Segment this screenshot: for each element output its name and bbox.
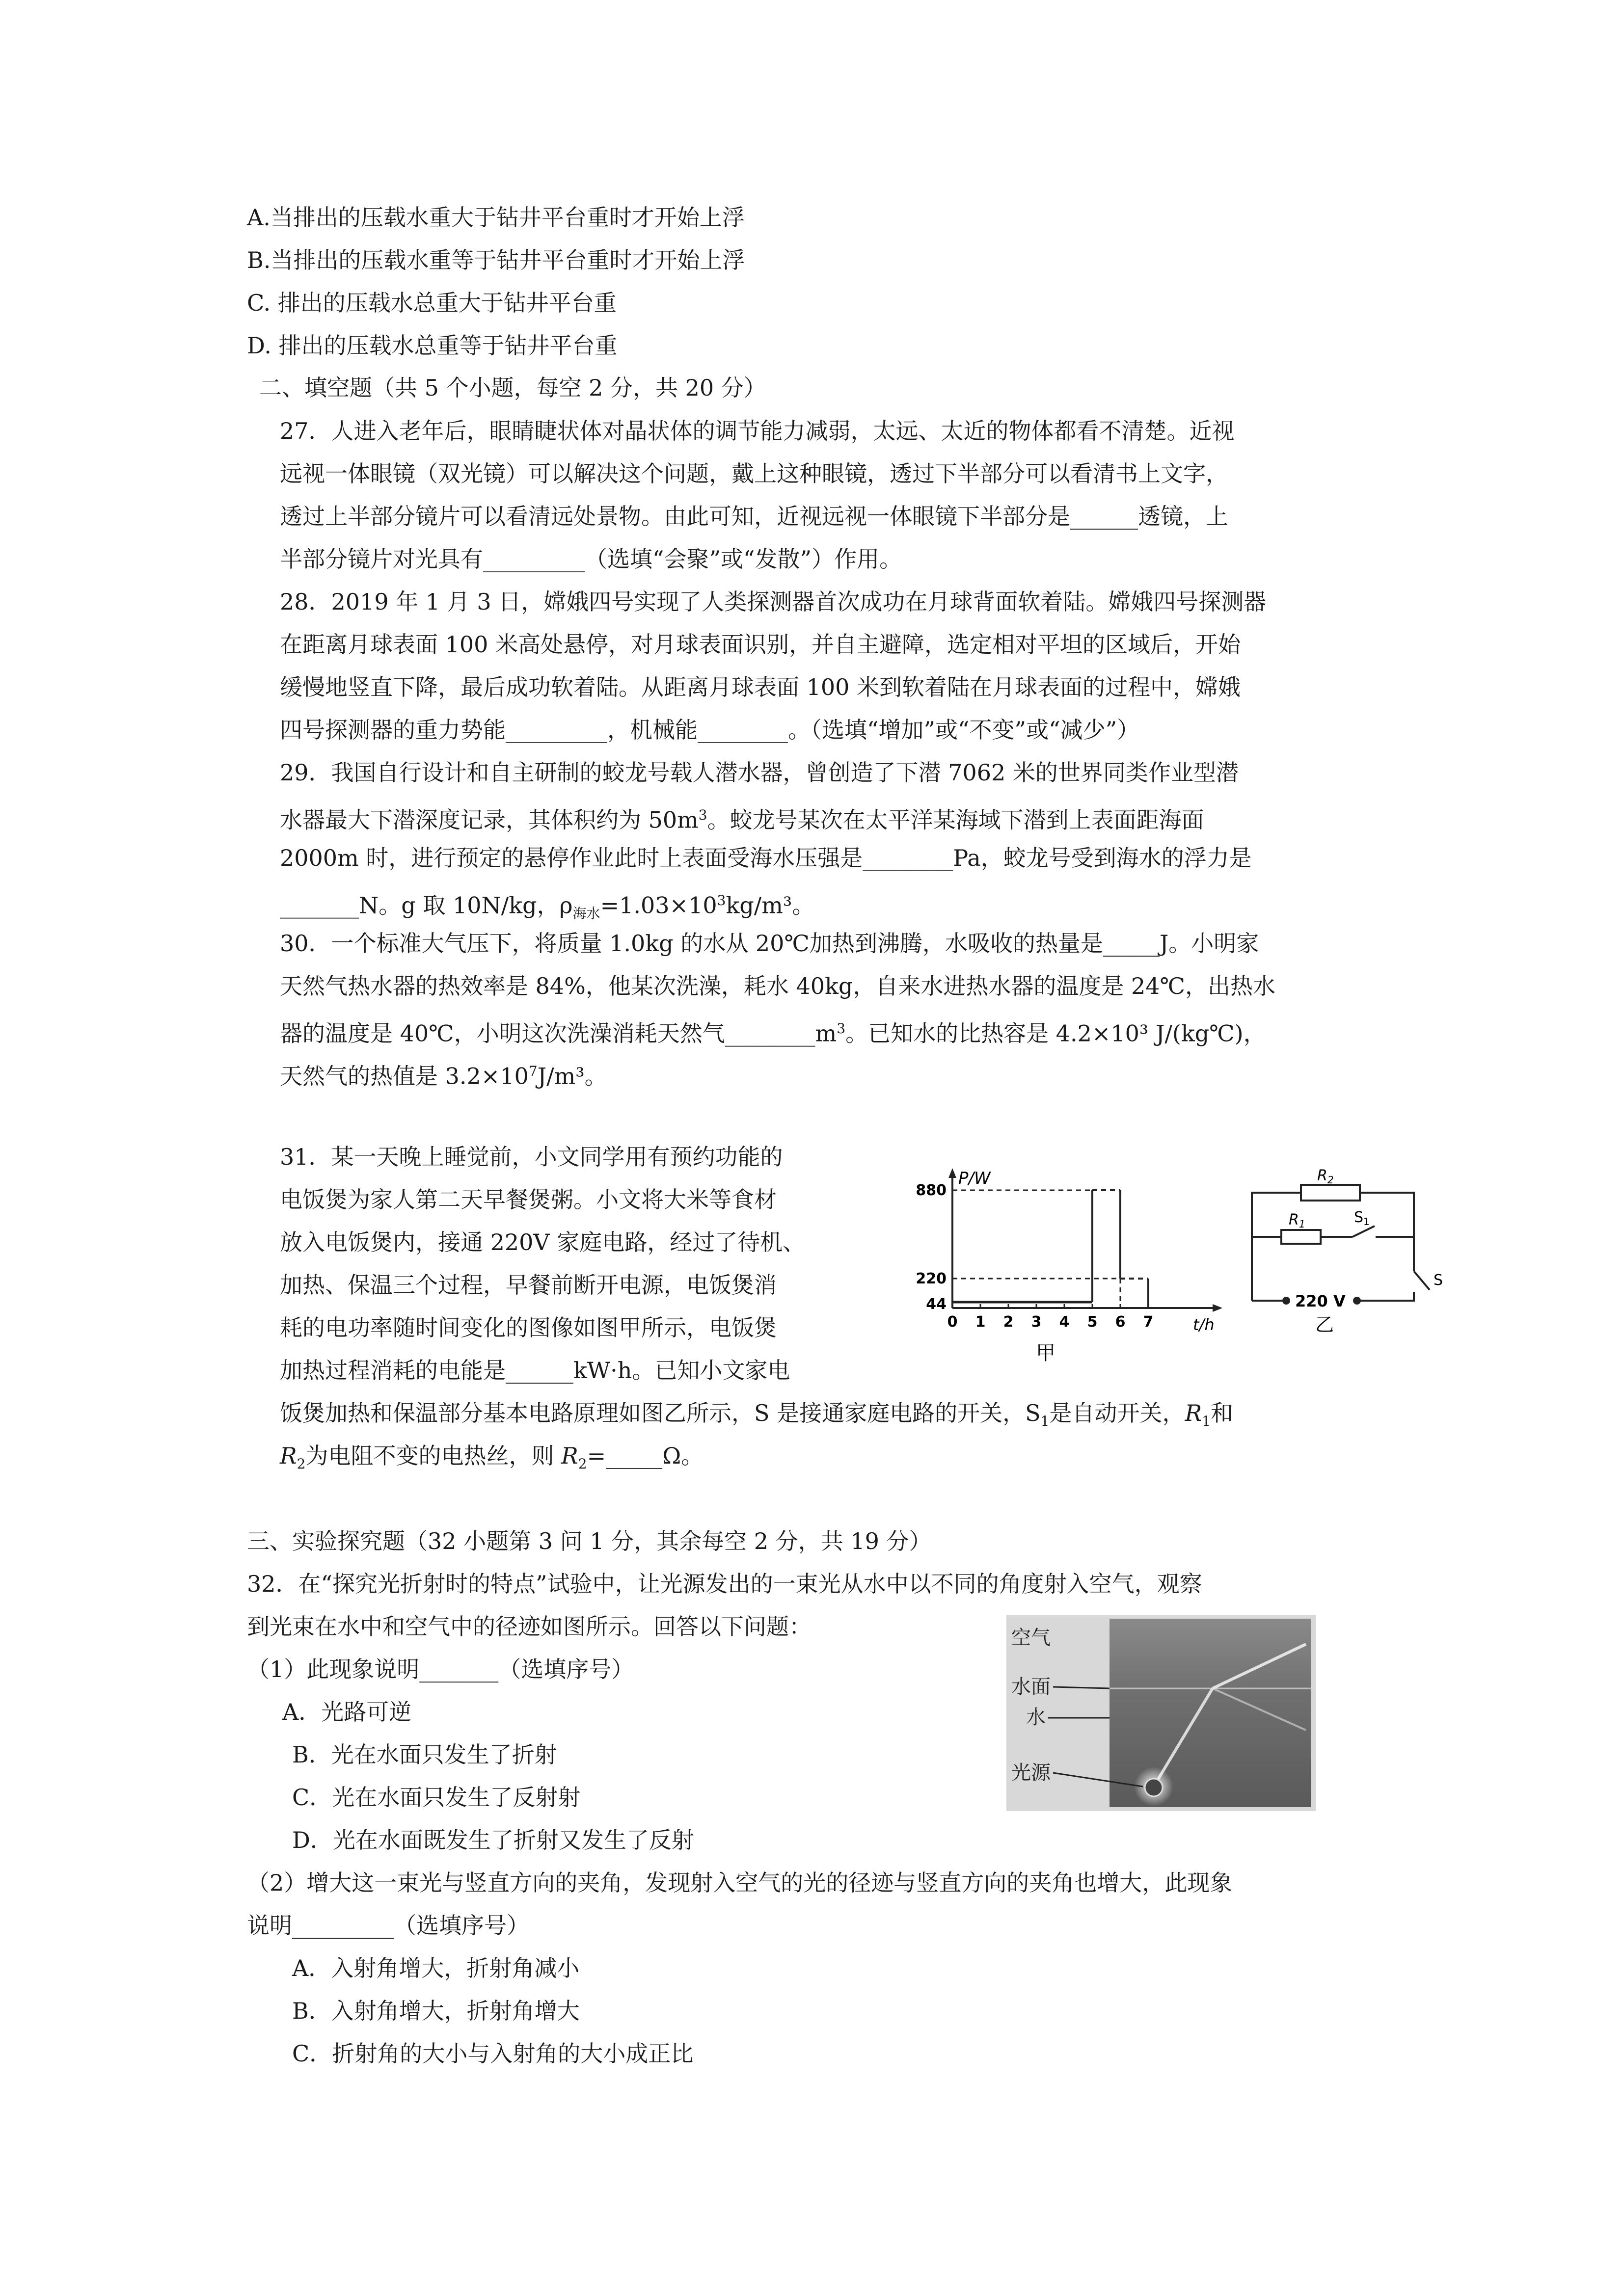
q31-line2: 电饭煲为家人第二天早餐煲粥。小文将大米等食材 <box>280 1186 777 1213</box>
q28-line2: 在距离月球表面 100 米高处悬停，对月球表面识别，并自主避障，选定相对平坦的区域后，开始 <box>280 631 1241 658</box>
y-tick-label-880: 880 <box>916 1182 947 1199</box>
q31-line5: 耗的电功率随时间变化的图像如图甲所示，电饭煲 <box>280 1314 777 1341</box>
resistor-r1 <box>1281 1230 1321 1244</box>
q28-line3: 缓慢地竖直下降，最后成功软着陆。从距离月球表面 100 米到软着陆在月球表面的过程中，嫦娥 <box>280 674 1241 700</box>
voltage-label: 220 V <box>1295 1292 1346 1310</box>
q27-line1: 27．人进入老年后，眼睛睫状体对晶状体的调节能力减弱，太远、太近的物体都看不清楚。近视 <box>280 418 1235 444</box>
q30-line3: 器的温度是 40℃，小明这次洗澡消耗天然气$\_\_\_\_\_\_\_\_m^3$。已知水的比热容是 4.2×10³ J/(kg℃)， <box>280 1020 1266 1047</box>
terminal-right <box>1354 1298 1360 1304</box>
q28-line1: 28．2019 年 1 月 3 日，嫦娥四号实现了人类探测器首次成功在月球背面软着陆。嫦娥四号探测器 <box>280 588 1267 615</box>
x-tick-label-7: 7 <box>1143 1313 1154 1331</box>
q31-line3: 放入电饭煲内，接通 220V 家庭电路，经过了待机、 <box>280 1229 806 1255</box>
q32-part2-line1: （2）增大这一束光与竖直方向的夹角，发现射入空气的光的径迹与竖直方向的夹角也增大，此现象 <box>247 1869 1233 1896</box>
q30-line2: 天然气热水器的热效率是 84%，他某次洗澡，耗水 40kg，自来水进热水器的温度是 24℃，出热水 <box>280 973 1275 999</box>
q30-line1: 30．一个标准大气压下，将质量 1.0kg 的水从 20℃加热到沸腾，水吸收的热量是_____J。小明家 <box>280 930 1259 957</box>
x-tick-label-1: 1 <box>975 1313 986 1331</box>
q26-option-a: A.当排出的压载水重大于钻井平台重时才开始上浮 <box>247 204 745 231</box>
q30-line4: 天然气的热值是 $3.2\times 10^7J/m^3$。 <box>280 1063 607 1090</box>
q32-p2-option-a: A．入射角增大，折射角减小 <box>292 1955 580 1981</box>
q32-p2-option-c: C．折射角的大小与入射角的大小成正比 <box>292 2040 694 2067</box>
s-label: S <box>1434 1272 1443 1289</box>
q32-p1-option-b: B．光在水面只发生了折射 <box>292 1741 557 1768</box>
section2-title: 二、填空题（共 5 个小题，每空 2 分，共 20 分） <box>259 374 766 401</box>
x-tick-label-2: 2 <box>1003 1313 1014 1331</box>
x-tick-label-6: 6 <box>1115 1313 1126 1331</box>
circuit-caption: 乙 <box>1315 1314 1334 1335</box>
q27-line4: 半部分镜片对光具有_________（选填“会聚”或“发散”）作用。 <box>280 546 902 572</box>
r1-label: $R_1$ <box>1289 1211 1305 1230</box>
q32-p1-option-c: C．光在水面只发生了反射射 <box>292 1784 581 1811</box>
q27-line3: 透过上半部分镜片可以看清远处景物。由此可知，近视远视一体眼镜下半部分是______透镜，上 <box>280 503 1228 530</box>
x-axis-label: t/h <box>1193 1315 1215 1334</box>
x-tick-label-3: 3 <box>1031 1313 1042 1331</box>
q26-option-c: C. 排出的压载水总重大于钻井平台重 <box>247 290 617 316</box>
circuit-diagram <box>1237 1153 1453 1340</box>
label-light-source: 光源 <box>1011 1762 1051 1784</box>
q29-line4: _______N。g 取 10N/kg，$\rho_{海水}=1.03\times 10^3kg/m^3$。 <box>280 892 815 922</box>
q29-line2: 水器最大下潜深度记录，其体积约为 $50m^3$。蛟龙号某次在太平洋某海域下潜到上表面距海面 <box>280 806 1204 833</box>
q32-p1-option-a: A．光路可逆 <box>282 1699 412 1725</box>
q32-part2-line2: 说明_________（选填序号） <box>247 1912 529 1939</box>
q29-line1: 29．我国自行设计和自主研制的蛟龙号载人潜水器，曾创造了下潜 7062 米的世界同类作业型潜 <box>280 759 1239 786</box>
q29-line3: 2000m 时，进行预定的悬停作业此时上表面受海水压强是________Pa，蛟龙号受到海水的浮力是 <box>280 845 1252 871</box>
q31-line8: $R_2$为电阻不变的电热丝，则 $R_2=\_\_\_\_\_\Omega$。 <box>280 1442 704 1472</box>
label-water: 水 <box>1026 1706 1046 1729</box>
q32-line2: 到光束在水中和空气中的径迹如图所示。回答以下问题： <box>247 1613 812 1640</box>
q31-line7: 饭煲加热和保温部分基本电路原理如图乙所示，S 是接通家庭电路的开关，$S_1$是自动开关，$R_1$和 <box>280 1400 1233 1430</box>
label-water-surface: 水面 <box>1011 1676 1051 1698</box>
label-air: 空气 <box>1011 1627 1051 1649</box>
y-axis-arrow <box>948 1168 956 1178</box>
q32-p2-option-b: B．入射角增大，折射角增大 <box>292 1998 580 2024</box>
light-source <box>1145 1779 1163 1796</box>
resistor-r2 <box>1301 1185 1360 1201</box>
s1-label: $S_1$ <box>1354 1209 1370 1228</box>
section3-title: 三、实验探究题（32 小题第 3 问 1 分，其余每空 2 分，共 19 分） <box>247 1528 932 1554</box>
x-tick-label-5: 5 <box>1087 1313 1098 1331</box>
power-time-chart <box>898 1163 1232 1369</box>
q31-line4: 加热、保温三个过程，早餐前断开电源，电饭煲消 <box>280 1272 777 1298</box>
y-axis-label: P/W <box>958 1169 991 1188</box>
x-axis-arrow <box>1213 1304 1222 1312</box>
q32-part1: （1）此现象说明_______（选填序号） <box>247 1656 634 1682</box>
q31-line6: 加热过程消耗的电能是______kW·h。已知小文家电 <box>280 1357 790 1384</box>
q31-line1: 31．某一天晚上睡觉前，小文同学用有预约功能的 <box>280 1144 783 1170</box>
x-tick-label-0: 0 <box>947 1313 958 1331</box>
x-tick-label-4: 4 <box>1059 1313 1070 1331</box>
q28-line4: 四号探测器的重力势能_________，机械能________。（选填“增加”或“不变”或“减少”） <box>280 717 1140 743</box>
circuit-wires <box>1252 1185 1430 1304</box>
chart-axes <box>948 1168 1222 1364</box>
chart-caption: 甲 <box>1036 1342 1056 1364</box>
q26-option-b: B.当排出的压载水重等于钻井平台重时才开始上浮 <box>247 247 745 273</box>
y-tick-label-44: 44 <box>926 1296 947 1313</box>
terminal-left <box>1283 1298 1289 1304</box>
q32-line1: 32．在“探究光折射时的特点”试验中，让光源发出的一束光从水中以不同的角度射入空气，观察 <box>247 1571 1202 1597</box>
q26-option-d: D. 排出的压载水总重等于钻井平台重 <box>247 332 618 359</box>
switch-s <box>1414 1271 1430 1290</box>
q27-line2: 远视一体眼镜（双光镜）可以解决这个问题，戴上这种眼镜，透过下半部分可以看清书上文字， <box>280 460 1228 487</box>
refraction-photo <box>1006 1615 1316 1811</box>
r2-label: $R_2$ <box>1317 1167 1334 1186</box>
switch-s1 <box>1353 1226 1375 1237</box>
q32-p1-option-d: D．光在水面既发生了折射又发生了反射 <box>292 1827 694 1853</box>
y-tick-label-220: 220 <box>916 1270 947 1287</box>
